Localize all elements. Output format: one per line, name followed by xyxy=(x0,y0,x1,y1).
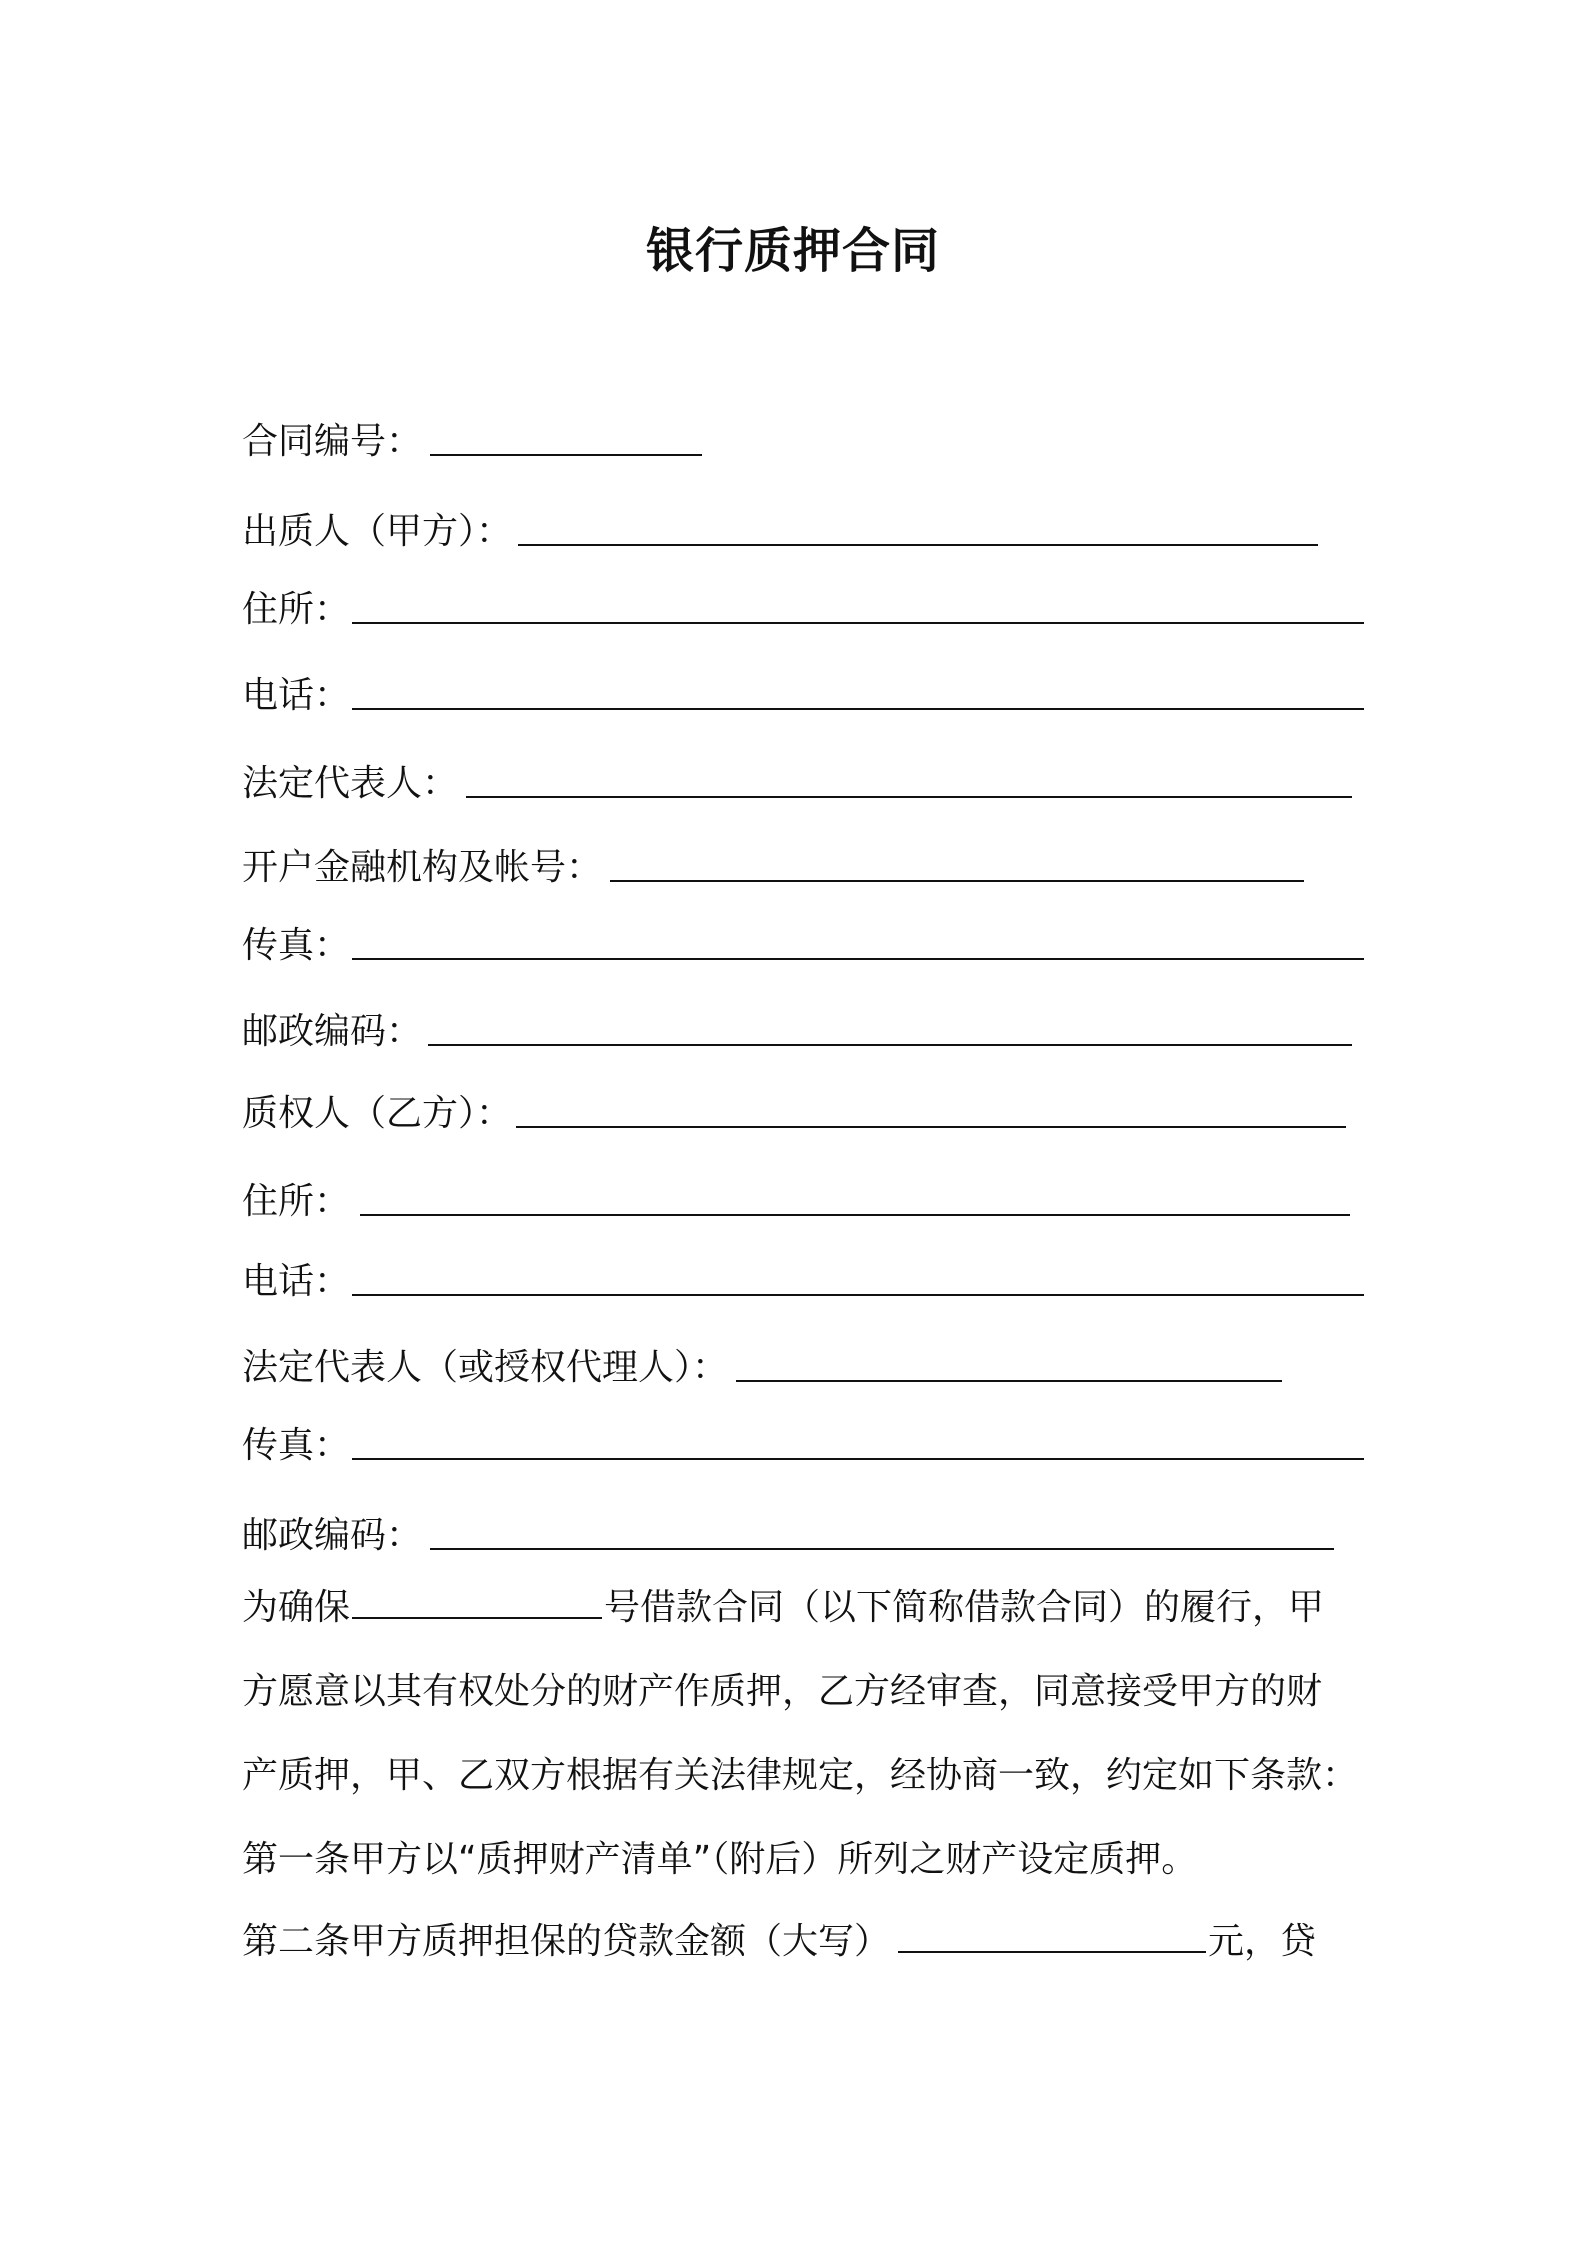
field-label: 住所： xyxy=(242,589,351,630)
field-label: 出质人（甲方）： xyxy=(242,511,513,552)
loan-contract-number-blank xyxy=(352,1615,602,1619)
pledgor-field xyxy=(242,500,1318,550)
article-2 xyxy=(242,1921,1352,1962)
body-line-3: 产质押，甲、乙双方根据有关法律规定，经协商一致，约定如下条款： xyxy=(242,1755,1359,1796)
field-label: 合同编号： xyxy=(242,421,423,462)
body-text: 号借款合同（以下简称借款合同）的履行，甲 xyxy=(604,1587,1325,1628)
loan-amount-blank xyxy=(898,1949,1206,1953)
pledgee-address-field xyxy=(242,1170,1350,1220)
fill-in-blank xyxy=(518,542,1318,546)
pledgee-field xyxy=(242,1082,1346,1132)
field-label: 传真： xyxy=(242,925,351,966)
body-text: 为确保 xyxy=(242,1587,351,1628)
fill-in-blank xyxy=(428,1042,1352,1046)
field-label: 法定代表人： xyxy=(242,763,459,804)
fill-in-blank xyxy=(516,1124,1346,1128)
pledgor-postal-code-field xyxy=(242,1000,1352,1050)
fill-in-blank xyxy=(352,1292,1364,1296)
contract-number-field xyxy=(242,410,702,460)
field-label: 法定代表人（或授权代理人）： xyxy=(242,1347,729,1388)
pledgee-fax-field xyxy=(242,1414,1364,1464)
field-label: 传真： xyxy=(242,1425,351,1466)
fill-in-blank xyxy=(352,1456,1364,1460)
fill-in-blank xyxy=(360,1212,1350,1216)
body-line-1 xyxy=(242,1587,1352,1628)
field-label: 邮政编码： xyxy=(242,1011,423,1052)
fill-in-blank xyxy=(466,794,1352,798)
pledgor-legal-rep-field xyxy=(242,752,1352,802)
fill-in-blank xyxy=(430,1546,1334,1550)
pledgor-bank-account-field xyxy=(242,836,1304,886)
pledgee-postal-code-field xyxy=(242,1504,1334,1554)
field-label: 开户金融机构及帐号： xyxy=(242,847,603,888)
field-label: 邮政编码： xyxy=(242,1515,423,1556)
field-label: 电话： xyxy=(242,1261,351,1302)
body-text: 元，贷 xyxy=(1208,1921,1317,1962)
fill-in-blank xyxy=(610,878,1304,882)
pledgor-phone-field xyxy=(242,664,1364,714)
pledgor-fax-field xyxy=(242,914,1364,964)
fill-in-blank xyxy=(352,706,1364,710)
pledgee-phone-field xyxy=(242,1250,1364,1300)
fill-in-blank xyxy=(736,1378,1282,1382)
pledgor-address-field xyxy=(242,578,1364,628)
field-label: 住所： xyxy=(242,1181,351,1222)
article-1: 第一条甲方以“质押财产清单”（附后）所列之财产设定质押。 xyxy=(242,1839,1198,1880)
fill-in-blank xyxy=(352,620,1364,624)
fill-in-blank xyxy=(430,452,702,456)
document-title: 银行质押合同 xyxy=(645,223,940,279)
body-line-2: 方愿意以其有权处分的财产作质押，乙方经审查，同意接受甲方的财 xyxy=(242,1671,1323,1712)
pledgee-legal-rep-field xyxy=(242,1336,1282,1386)
field-label: 电话： xyxy=(242,675,351,716)
body-text: 第二条甲方质押担保的贷款金额（大写） xyxy=(242,1921,891,1962)
fill-in-blank xyxy=(352,956,1364,960)
field-label: 质权人（乙方）： xyxy=(242,1093,513,1134)
